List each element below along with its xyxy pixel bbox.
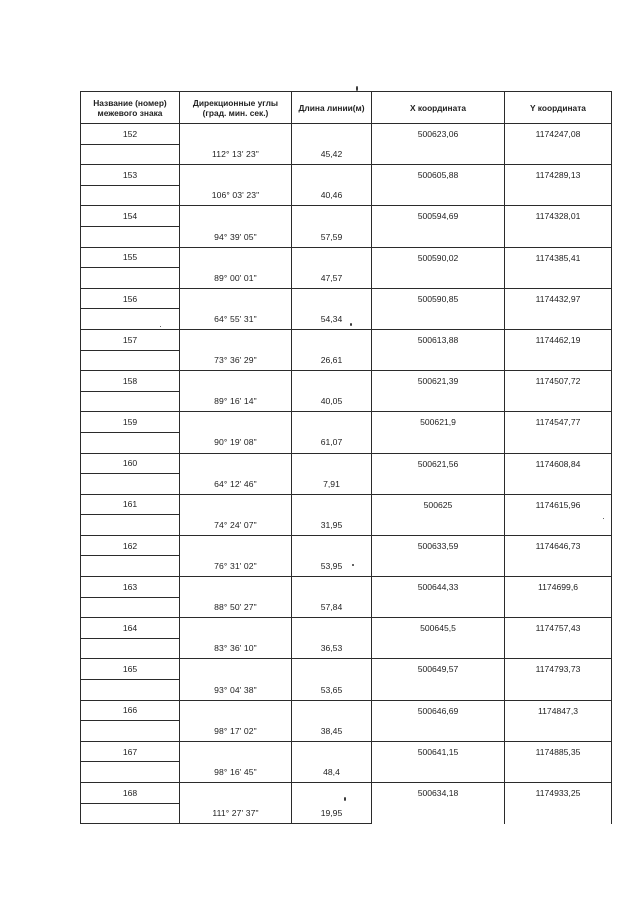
x-coordinate-cell [372, 721, 505, 742]
x-coordinate-cell [372, 515, 505, 536]
direction-angle: 89° 16' 14" [180, 391, 292, 412]
angle-cell [180, 124, 292, 145]
line-length: 54,34 [292, 309, 372, 330]
marker-name: 162 [81, 535, 180, 556]
table-row [81, 185, 612, 206]
y-coordinate-cell [505, 350, 612, 371]
x-coordinate: 500613,88 [372, 329, 505, 350]
direction-angle: 74° 24' 07" [180, 515, 292, 536]
marker-name-cell [81, 309, 180, 330]
line-length: 26,61 [292, 350, 372, 371]
y-coordinate: 1174547,77 [505, 412, 612, 433]
length-cell [292, 618, 372, 639]
table-header-row [81, 92, 612, 124]
length-cell [292, 741, 372, 762]
length-cell [292, 371, 372, 392]
direction-angle: 64° 55' 31" [180, 309, 292, 330]
marker-name-cell [81, 515, 180, 536]
y-coordinate-cell [505, 391, 612, 412]
scan-speck [160, 326, 161, 327]
y-coordinate-cell [505, 721, 612, 742]
x-coordinate: 500621,39 [372, 371, 505, 392]
x-coordinate: 500590,85 [372, 288, 505, 309]
table-row [81, 124, 612, 145]
table-row [81, 432, 612, 453]
line-length: 38,45 [292, 721, 372, 742]
scan-speck [603, 518, 604, 519]
line-length: 57,59 [292, 226, 372, 247]
y-coordinate: 1174793,73 [505, 659, 612, 680]
direction-angle: 88° 50' 27" [180, 597, 292, 618]
table-row [81, 515, 612, 536]
scan-speck [344, 797, 346, 801]
table-row [81, 556, 612, 577]
marker-name: 154 [81, 206, 180, 227]
x-coordinate-cell [372, 680, 505, 701]
y-coordinate-cell [505, 803, 612, 824]
angle-cell [180, 659, 292, 680]
table-row [81, 288, 612, 309]
y-coordinate: 1174933,25 [505, 783, 612, 804]
line-length: 57,84 [292, 597, 372, 618]
angle-cell [180, 535, 292, 556]
y-coordinate-cell [505, 185, 612, 206]
table-row [81, 721, 612, 742]
y-coordinate-cell [505, 309, 612, 330]
line-length: 53,65 [292, 680, 372, 701]
length-cell [292, 700, 372, 721]
y-coordinate-cell [505, 680, 612, 701]
marker-name: 157 [81, 329, 180, 350]
x-coordinate-cell [372, 185, 505, 206]
direction-angle: 93° 04' 38" [180, 680, 292, 701]
y-coordinate: 1174432,97 [505, 288, 612, 309]
marker-name-cell [81, 803, 180, 824]
x-coordinate-cell [372, 803, 505, 824]
line-length: 47,57 [292, 268, 372, 289]
marker-name-cell [81, 638, 180, 659]
table-row [81, 762, 612, 783]
x-coordinate-cell [372, 556, 505, 577]
line-length: 31,95 [292, 515, 372, 536]
table-row [81, 659, 612, 680]
y-coordinate: 1174247,08 [505, 124, 612, 145]
direction-angle: 73° 36' 29" [180, 350, 292, 371]
scan-speck [352, 564, 354, 566]
y-coordinate-cell [505, 268, 612, 289]
y-coordinate-cell [505, 432, 612, 453]
marker-name: 159 [81, 412, 180, 433]
coordinates-table [80, 91, 612, 824]
marker-name-cell [81, 268, 180, 289]
x-coordinate-cell [372, 144, 505, 165]
line-length: 53,95 [292, 556, 372, 577]
x-coordinate: 500649,57 [372, 659, 505, 680]
x-coordinate: 500594,69 [372, 206, 505, 227]
marker-name-cell [81, 226, 180, 247]
header-line-length: Длина линии(м) [292, 92, 372, 124]
y-coordinate: 1174885,35 [505, 741, 612, 762]
marker-name: 165 [81, 659, 180, 680]
table-row [81, 165, 612, 186]
direction-angle: 94° 39' 05" [180, 226, 292, 247]
header-x-coordinate: X координата [372, 92, 505, 124]
y-coordinate: 1174507,72 [505, 371, 612, 392]
length-cell [292, 206, 372, 227]
length-cell [292, 288, 372, 309]
x-coordinate: 500590,02 [372, 247, 505, 268]
x-coordinate-cell [372, 350, 505, 371]
length-cell [292, 494, 372, 515]
angle-cell [180, 494, 292, 515]
table-row [81, 329, 612, 350]
y-coordinate: 1174289,13 [505, 165, 612, 186]
direction-angle: 111° 27' 37" [180, 803, 292, 824]
x-coordinate: 500605,88 [372, 165, 505, 186]
angle-cell [180, 371, 292, 392]
angle-cell [180, 741, 292, 762]
scan-speck [356, 86, 358, 91]
y-coordinate: 1174462,19 [505, 329, 612, 350]
angle-cell [180, 577, 292, 598]
marker-name: 156 [81, 288, 180, 309]
y-coordinate: 1174757,43 [505, 618, 612, 639]
marker-name: 164 [81, 618, 180, 639]
y-coordinate: 1174385,41 [505, 247, 612, 268]
table-row [81, 412, 612, 433]
marker-name: 161 [81, 494, 180, 515]
length-cell [292, 247, 372, 268]
x-coordinate: 500625 [372, 494, 505, 515]
y-coordinate-cell [505, 515, 612, 536]
header-marker-name: Название (номер) межевого знака [81, 92, 180, 124]
angle-cell [180, 453, 292, 474]
marker-name-cell [81, 680, 180, 701]
marker-name-cell [81, 391, 180, 412]
length-cell [292, 659, 372, 680]
x-coordinate-cell [372, 226, 505, 247]
table-row [81, 803, 612, 824]
line-length: 45,42 [292, 144, 372, 165]
x-coordinate-cell [372, 762, 505, 783]
length-cell [292, 535, 372, 556]
y-coordinate-cell [505, 226, 612, 247]
length-cell [292, 165, 372, 186]
length-cell [292, 329, 372, 350]
angle-cell [180, 700, 292, 721]
marker-name-cell [81, 432, 180, 453]
y-coordinate: 1174615,96 [505, 494, 612, 515]
direction-angle: 76° 31' 02" [180, 556, 292, 577]
x-coordinate-cell [372, 268, 505, 289]
angle-cell [180, 165, 292, 186]
table-row [81, 247, 612, 268]
table-row [81, 391, 612, 412]
length-cell [292, 783, 372, 804]
marker-name: 167 [81, 741, 180, 762]
header-y-coordinate: Y координата [505, 92, 612, 124]
x-coordinate: 500646,69 [372, 700, 505, 721]
y-coordinate: 1174608,84 [505, 453, 612, 474]
table-row [81, 206, 612, 227]
table-row [81, 741, 612, 762]
y-coordinate-cell [505, 144, 612, 165]
angle-cell [180, 783, 292, 804]
direction-angle: 112° 13' 23" [180, 144, 292, 165]
table-row [81, 535, 612, 556]
table-row [81, 577, 612, 598]
marker-name: 152 [81, 124, 180, 145]
x-coordinate: 500623,06 [372, 124, 505, 145]
x-coordinate: 500621,56 [372, 453, 505, 474]
x-coordinate: 500641,15 [372, 741, 505, 762]
line-length: 19,95 [292, 803, 372, 824]
marker-name: 168 [81, 783, 180, 804]
table-row [81, 474, 612, 495]
table-row [81, 350, 612, 371]
direction-angle: 90° 19' 08" [180, 432, 292, 453]
x-coordinate: 500633,59 [372, 535, 505, 556]
marker-name-cell [81, 721, 180, 742]
angle-cell [180, 288, 292, 309]
table-row [81, 144, 612, 165]
table-row [81, 453, 612, 474]
marker-name: 153 [81, 165, 180, 186]
table-row [81, 371, 612, 392]
table-row [81, 268, 612, 289]
direction-angle: 106° 03' 23" [180, 185, 292, 206]
table-row [81, 597, 612, 618]
scan-speck [350, 323, 352, 326]
y-coordinate: 1174847,3 [505, 700, 612, 721]
table-row [81, 680, 612, 701]
direction-angle: 83° 36' 10" [180, 638, 292, 659]
y-coordinate: 1174328,01 [505, 206, 612, 227]
angle-cell [180, 329, 292, 350]
direction-angle: 89° 00' 01" [180, 268, 292, 289]
direction-angle: 64° 12' 46" [180, 474, 292, 495]
y-coordinate-cell [505, 556, 612, 577]
marker-name: 155 [81, 247, 180, 268]
y-coordinate-cell [505, 638, 612, 659]
y-coordinate-cell [505, 597, 612, 618]
marker-name-cell [81, 762, 180, 783]
marker-name: 158 [81, 371, 180, 392]
marker-name-cell [81, 185, 180, 206]
length-cell [292, 412, 372, 433]
marker-name: 160 [81, 453, 180, 474]
x-coordinate: 500634,18 [372, 783, 505, 804]
y-coordinate-cell [505, 474, 612, 495]
marker-name: 166 [81, 700, 180, 721]
table-body [81, 124, 612, 824]
direction-angle: 98° 17' 02" [180, 721, 292, 742]
table-row [81, 783, 612, 804]
marker-name-cell [81, 474, 180, 495]
length-cell [292, 577, 372, 598]
length-cell [292, 124, 372, 145]
table-row [81, 618, 612, 639]
x-coordinate-cell [372, 432, 505, 453]
line-length: 61,07 [292, 432, 372, 453]
line-length: 7,91 [292, 474, 372, 495]
x-coordinate: 500645,5 [372, 618, 505, 639]
x-coordinate: 500621,9 [372, 412, 505, 433]
line-length: 40,46 [292, 185, 372, 206]
angle-cell [180, 206, 292, 227]
y-coordinate: 1174646,73 [505, 535, 612, 556]
marker-name-cell [81, 350, 180, 371]
y-coordinate: 1174699,6 [505, 577, 612, 598]
marker-name-cell [81, 144, 180, 165]
x-coordinate: 500644,33 [372, 577, 505, 598]
x-coordinate-cell [372, 638, 505, 659]
marker-name: 163 [81, 577, 180, 598]
table-row [81, 226, 612, 247]
table-row [81, 638, 612, 659]
marker-name-cell [81, 556, 180, 577]
angle-cell [180, 247, 292, 268]
angle-cell [180, 618, 292, 639]
x-coordinate-cell [372, 597, 505, 618]
header-direction-angle: Дирекционные углы (град. мин. сек.) [180, 92, 292, 124]
line-length: 36,53 [292, 638, 372, 659]
x-coordinate-cell [372, 474, 505, 495]
line-length: 40,05 [292, 391, 372, 412]
table-row [81, 700, 612, 721]
length-cell [292, 453, 372, 474]
angle-cell [180, 412, 292, 433]
table-row [81, 494, 612, 515]
y-coordinate-cell [505, 762, 612, 783]
direction-angle: 98° 16' 45" [180, 762, 292, 783]
x-coordinate-cell [372, 391, 505, 412]
marker-name-cell [81, 597, 180, 618]
line-length: 48,4 [292, 762, 372, 783]
x-coordinate-cell [372, 309, 505, 330]
